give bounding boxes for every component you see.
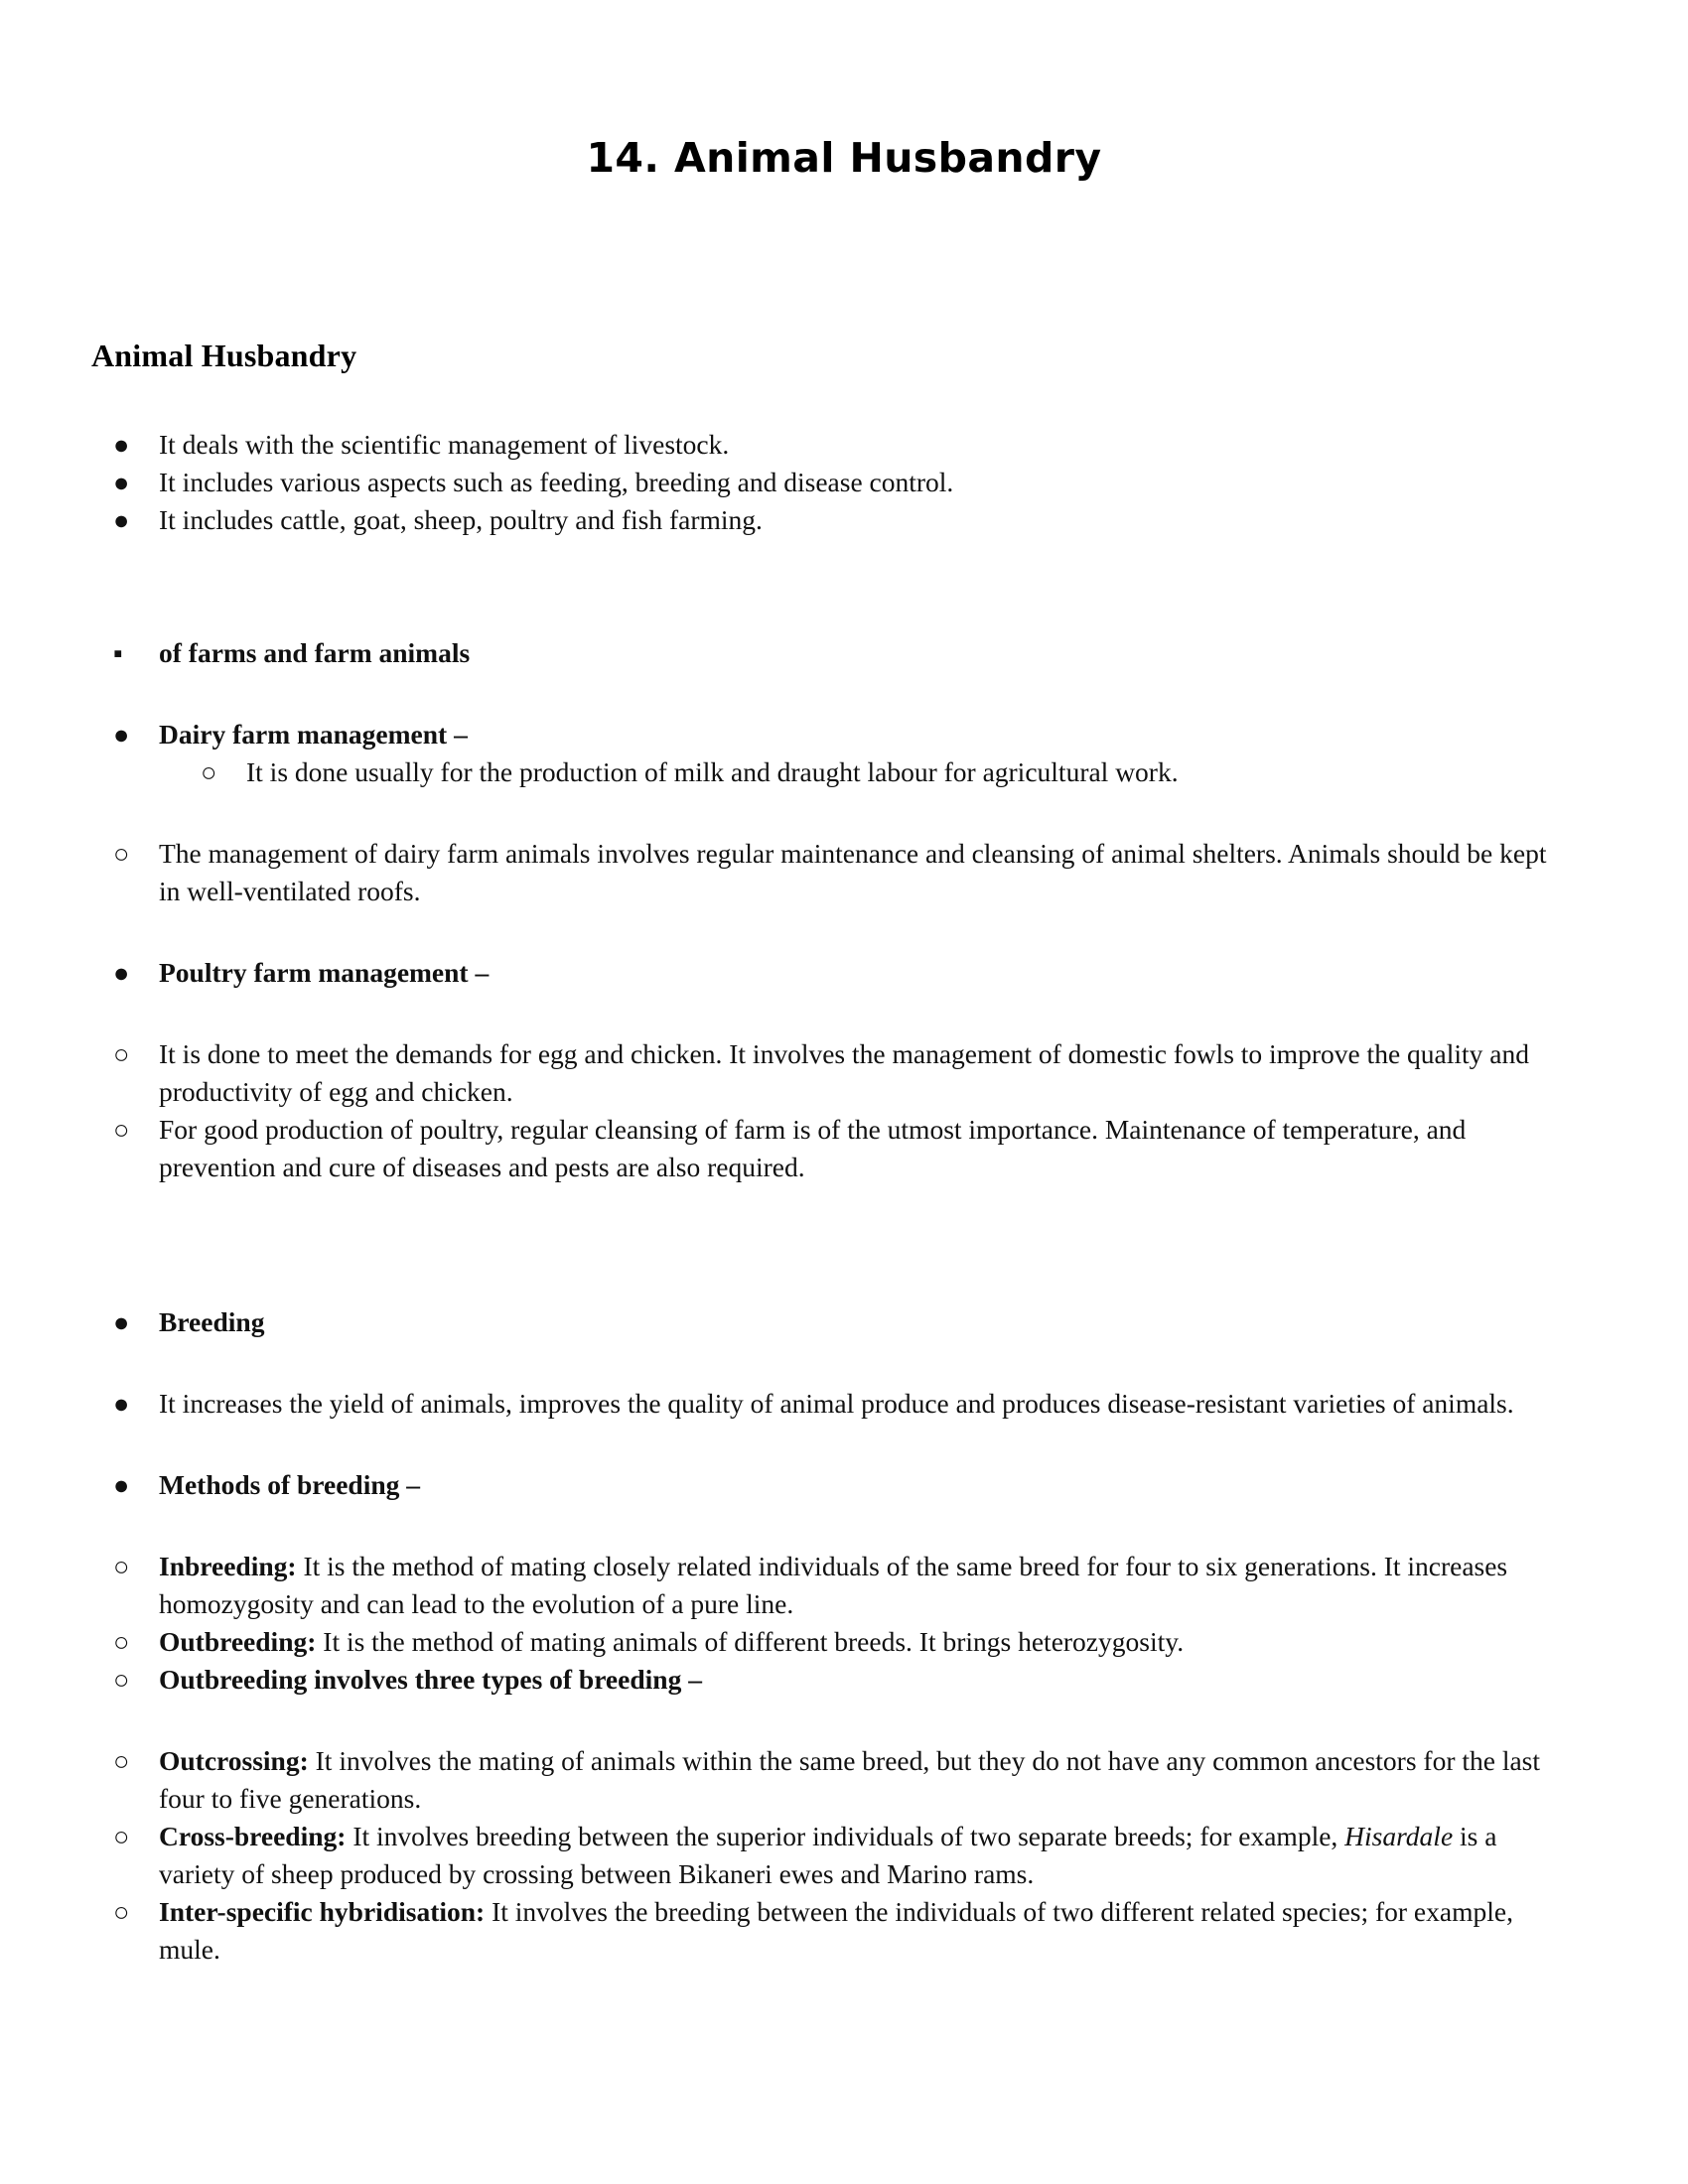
list-item-poultry-p2 bbox=[113, 1111, 1571, 1186]
list-item-dairy-sub bbox=[201, 753, 1571, 791]
spacer bbox=[91, 1282, 1571, 1303]
spacer bbox=[91, 1504, 1571, 1548]
term-description: It is the method of mating animals of different breeds. It brings heterozygosity. bbox=[316, 1626, 1185, 1657]
circle-bullet-icon: ○ bbox=[201, 757, 217, 787]
term-label: Inbreeding: bbox=[159, 1551, 297, 1581]
list-item-dairy-heading bbox=[113, 716, 1571, 753]
list-item-text: Poultry farm management – bbox=[159, 957, 490, 988]
list-item-poultry-p1 bbox=[113, 1035, 1571, 1111]
list-item-text: It includes cattle, goat, sheep, poultry and fish farming. bbox=[159, 504, 763, 535]
circle-bullet-icon: ○ bbox=[113, 1822, 130, 1851]
list-item-crossbreeding bbox=[113, 1818, 1571, 1893]
spacer bbox=[91, 539, 1571, 634]
term-example-italic: Hisardale bbox=[1344, 1821, 1454, 1851]
term-description-a: It involves breeding between the superior individuals of two separate breeds; for example, bbox=[346, 1821, 1345, 1851]
document-body bbox=[91, 338, 1571, 1969]
list-item-text: It increases the yield of animals, improves the quality of animal produce and produces disease-resistant varieties of animals. bbox=[159, 1388, 1514, 1419]
circle-bullet-icon: ○ bbox=[113, 1039, 130, 1069]
list-item-dairy-paragraph bbox=[113, 835, 1571, 910]
disc-bullet-icon: ● bbox=[113, 430, 130, 460]
list-item-text: It includes various aspects such as feeding, breeding and disease control. bbox=[159, 467, 954, 497]
term-label: Inter-specific hybridisation: bbox=[159, 1896, 486, 1927]
list-item bbox=[113, 426, 1571, 464]
term-description-b: is a variety of sheep produced by crossing between Bikaneri ewes and Marino rams. bbox=[159, 1821, 1497, 1889]
disc-bullet-icon: ● bbox=[113, 1307, 130, 1337]
term-label: Cross-breeding: bbox=[159, 1821, 347, 1851]
list-item-text: Breeding bbox=[159, 1306, 265, 1337]
list-item-text: It deals with the scientific management of livestock. bbox=[159, 429, 730, 460]
list-item bbox=[113, 501, 1571, 539]
spacer bbox=[91, 1699, 1571, 1742]
spacer bbox=[91, 672, 1571, 716]
list-item-text bbox=[113, 1818, 1571, 1893]
list-item-methods-heading bbox=[113, 1466, 1571, 1504]
disc-bullet-icon: ● bbox=[113, 468, 130, 497]
disc-bullet-icon: ● bbox=[113, 958, 130, 988]
list-item-inbreeding bbox=[113, 1548, 1571, 1623]
list-item-text: Methods of breeding – bbox=[159, 1469, 421, 1500]
list-item-text: Outbreeding involves three types of breeding – bbox=[159, 1664, 702, 1695]
list-item-text: The management of dairy farm animals involves regular maintenance and cleansing of animal shelters. Animals should be kept in well-ventilated roofs. bbox=[159, 838, 1547, 906]
list-item-outbreeding-types bbox=[113, 1661, 1571, 1699]
disc-bullet-icon: ● bbox=[113, 505, 130, 535]
list-item-breeding-paragraph bbox=[113, 1385, 1571, 1423]
list-item-outcrossing bbox=[113, 1742, 1571, 1818]
list-item-text: For good production of poultry, regular cleansing of farm is of the utmost importance. Maintenance of temperature, and prevention and cure of diseases and pests are also required. bbox=[159, 1114, 1467, 1182]
term-label: Outbreeding: bbox=[159, 1626, 317, 1657]
spacer bbox=[91, 992, 1571, 1035]
list-item-text bbox=[113, 1893, 1571, 1969]
circle-bullet-icon: ○ bbox=[113, 1746, 130, 1776]
list-item-interspecific bbox=[113, 1893, 1571, 1969]
list-item bbox=[113, 464, 1571, 501]
list-item-text: of farms and farm animals bbox=[159, 637, 471, 668]
list-item-breeding-heading bbox=[113, 1303, 1571, 1341]
term-description: It is the method of mating closely related individuals of the same breed for four to six generations. It increases homozygosity and can lead to the evolution of a pure line. bbox=[159, 1551, 1508, 1619]
disc-bullet-icon: ● bbox=[113, 1389, 130, 1419]
list-item-poultry-heading bbox=[113, 954, 1571, 992]
list-item-text bbox=[113, 1548, 1571, 1623]
spacer bbox=[91, 910, 1571, 954]
circle-bullet-icon: ○ bbox=[113, 1665, 130, 1695]
list-item-outbreeding bbox=[113, 1623, 1571, 1661]
list-item-text bbox=[113, 1742, 1571, 1818]
square-bullet-icon: ▪ bbox=[113, 638, 123, 668]
circle-bullet-icon: ○ bbox=[113, 1115, 130, 1145]
spacer bbox=[91, 791, 1571, 835]
circle-bullet-icon: ○ bbox=[113, 1627, 130, 1657]
spacer bbox=[91, 1186, 1571, 1282]
list-item-text: It is done to meet the demands for egg and chicken. It involves the management of domestic fowls to improve the quality and productivity of egg and chicken. bbox=[159, 1038, 1529, 1107]
circle-bullet-icon: ○ bbox=[113, 1897, 130, 1927]
list-item-text: It is done usually for the production of milk and draught labour for agricultural work. bbox=[246, 756, 1179, 787]
term-description: It involves the mating of animals within the same breed, but they do not have any common ancestors for the last four to five generations. bbox=[159, 1745, 1541, 1814]
spacer bbox=[91, 1423, 1571, 1466]
term-label: Outcrossing: bbox=[159, 1745, 309, 1776]
disc-bullet-icon: ● bbox=[113, 720, 130, 750]
list-item-farms-heading bbox=[113, 634, 1571, 672]
term-description: It involves the breeding between the individuals of two different related species; for example, mule. bbox=[159, 1896, 1513, 1965]
list-item-text bbox=[113, 1623, 1571, 1661]
section-heading-animal-husbandry: Animal Husbandry bbox=[91, 338, 357, 373]
spacer bbox=[91, 1341, 1571, 1385]
circle-bullet-icon: ○ bbox=[113, 839, 130, 869]
disc-bullet-icon: ● bbox=[113, 1470, 130, 1500]
circle-bullet-icon: ○ bbox=[113, 1552, 130, 1581]
page-title: 14. Animal Husbandry bbox=[586, 134, 1102, 182]
list-item-text: Dairy farm management – bbox=[159, 719, 468, 750]
